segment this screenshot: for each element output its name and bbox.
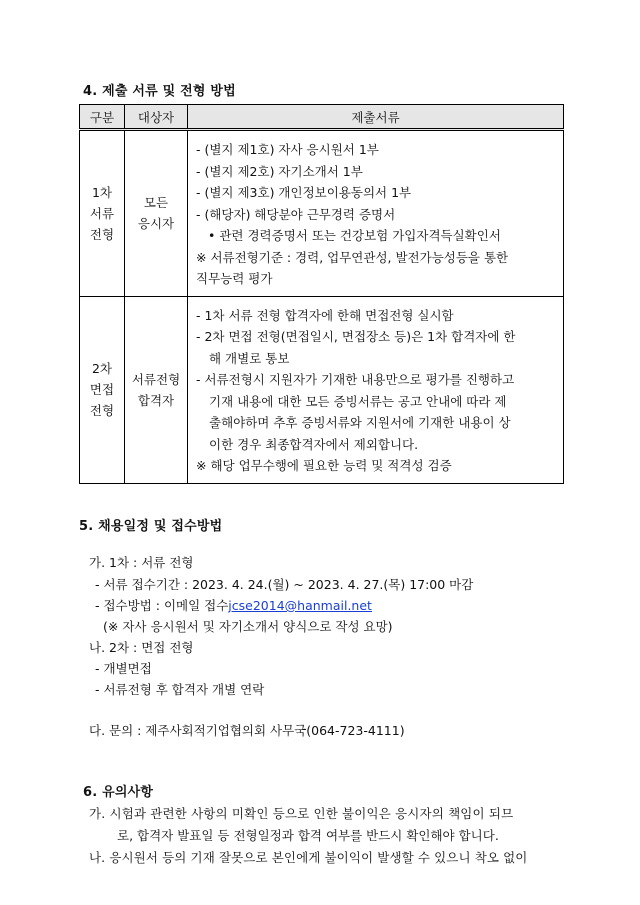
doc-line: - (별지 제2호) 자기소개서 1부 [196,163,363,179]
interview-item: - 서류전형 후 합격자 개별 연락 [95,682,265,697]
target-line: 모든 [143,195,169,211]
email-link[interactable]: jcse2014@hanmail.net [228,598,372,613]
target-line: 응시자 [137,216,175,232]
category-line: 전형 [89,226,115,242]
interview-item: - 개별면접 [95,661,152,676]
target-line: 합격자 [137,392,175,408]
row2-documents [188,296,564,483]
row1-category [80,130,125,297]
doc-line: - 2차 면접 전형(면접일시, 면접장소 등)은 1차 합격자에 한 [196,329,516,344]
header-target: 대상자 [125,105,188,130]
schedule-first-round: 가. 1차 : 서류 전형 [89,555,194,570]
category-line: 전형 [89,403,115,418]
row2-category [80,296,125,483]
application-period: - 서류 접수기간 : 2023. 4. 24.(월) ~ 2023. 4. 27.(목) 17:00 마감 [95,577,474,592]
doc-line: - (별지 제3호) 개인정보이용동의서 1부 [196,185,412,200]
submission-table [79,104,564,484]
doc-line: - (별지 제1호) 자사 응시원서 1부 [196,142,379,157]
application-method [95,596,372,614]
category-line: 서류 [89,205,115,221]
section-5-title: 5. 채용일정 및 접수방법 [79,519,223,534]
row1-documents [188,130,564,297]
row2-target [125,296,188,483]
category-line: 2차 [91,361,113,376]
doc-line: ※ 서류전형기준 : 경력, 업무연관성, 발전가능성등을 통한 [196,249,509,265]
doc-line: - 1차 서류 전형 합격자에 한해 면접전형 실시함 [196,307,454,323]
target-line: 서류전형 [131,371,181,387]
form-note: (※ 자사 응시원서 및 자기소개서 양식으로 작성 요망) [103,619,393,634]
doc-line: 직무능력 평가 [196,271,273,286]
category-line: 1차 [91,184,113,200]
doc-line: 출해야하며 추후 증빙서류와 지원서에 기재한 내용이 상 [209,415,511,430]
table-header-row [80,105,564,130]
table-row [80,296,564,483]
doc-line: - 서류전형시 지원자가 기재한 내용만으로 평가를 진행하고 [196,372,515,387]
table-row [80,130,564,297]
header-documents: 제출서류 [188,105,564,130]
application-method-label: - 접수방법 : 이메일 접수 [95,598,229,613]
section-4-title: 4. 제출 서류 및 전형 방법 [83,84,236,99]
doc-line: ※ 해당 업무수행에 필요한 능력 및 적격성 검증 [196,458,452,473]
row1-target [125,130,188,297]
notice-a-line: 가. 시험과 관련한 사항의 미확인 등으로 인한 불이익은 응시자의 책임이 되므 [89,806,514,821]
doc-line: • 관련 경력증명서 또는 건강보험 가입자격득실확인서 [208,228,501,243]
schedule-second-round: 나. 2차 : 면접 전형 [89,640,194,655]
doc-line: 해 개별로 통보 [209,350,290,366]
doc-line: 이한 경우 최종합격자에서 제외합니다. [209,436,419,452]
notice-a-line: 로, 합격자 발표일 등 전형일정과 합격 여부를 반드시 확인해야 합니다. [117,828,499,843]
contact-info: 다. 문의 : 제주사회적기업협의회 사무국(064-723-4111) [89,723,405,738]
section-6-title: 6. 유의사항 [83,785,154,800]
doc-line: 기재 내용에 대한 모든 증빙서류는 공고 안내에 따라 제 [209,393,507,409]
header-category: 구분 [80,105,125,130]
doc-line: - (해당자) 해당분야 근무경력 증명서 [196,206,396,222]
category-line: 면접 [89,382,115,397]
notice-b-line: 나. 응시원서 등의 기재 잘못으로 본인에게 불이익이 발생할 수 있으니 착오 없이 [89,850,528,865]
